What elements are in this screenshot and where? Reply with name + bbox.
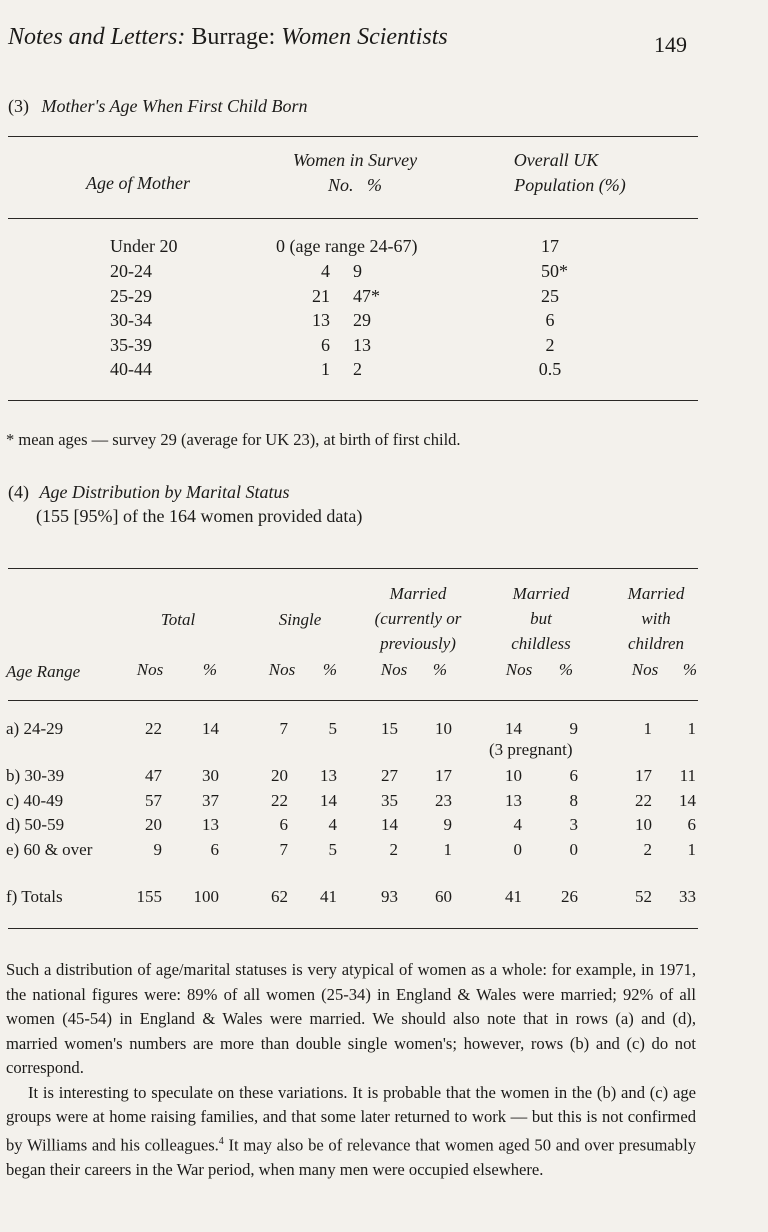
table4-cell: 14	[381, 815, 398, 834]
table4-head-children-2: with	[641, 609, 671, 628]
table4-cell: 100	[193, 887, 219, 906]
table3-pct-cell: 29	[353, 310, 371, 330]
table4-head-childless-1: Married	[512, 584, 570, 603]
table3-uk-cell: 0.5	[538, 359, 562, 379]
table4-cell: 1	[443, 840, 452, 859]
table3-header-rule	[8, 218, 698, 219]
table4-cell: 13	[505, 791, 522, 810]
table4-cell: 52	[635, 887, 652, 906]
table4-cell: 17	[435, 766, 452, 785]
header-title-prefix: Notes and Letters:	[8, 24, 186, 50]
table4-cell: 14	[679, 791, 696, 810]
table3-col-uk-1: Overall UK	[513, 150, 599, 170]
table4-subhead-nos: Nos	[136, 660, 164, 679]
table4-bottom-rule	[8, 928, 698, 929]
page-number: 149	[654, 32, 687, 57]
table4-cell: 6	[279, 815, 288, 834]
table4-cell: 7	[279, 719, 288, 738]
table3-age-cell: 30-34	[110, 310, 152, 330]
table3-age-cell: 20-24	[110, 261, 152, 281]
table3-uk-cell: 2	[545, 335, 555, 355]
table3-no-cell: 0 (age range 24-67)	[276, 236, 418, 256]
table4-row-label: e) 60 & over	[6, 840, 93, 859]
table4-row-a-note: (3 pregnant)	[489, 740, 573, 759]
table4-cell: 11	[679, 766, 696, 785]
table3-number: (3)	[8, 96, 29, 116]
table3-uk-cell: 25	[541, 286, 559, 306]
table4-cell: 10	[505, 766, 522, 785]
table4-head-single: Single	[278, 610, 322, 629]
table3-col-age: Age of Mother	[86, 173, 190, 193]
table4-cell: 14	[202, 719, 219, 738]
table3-pct-cell: 13	[353, 335, 371, 355]
table4-subhead-pct: %	[322, 660, 338, 679]
table4-cell: 33	[679, 887, 696, 906]
table3-col-survey-1: Women in Survey	[292, 150, 418, 170]
table4-cell: 20	[271, 766, 288, 785]
table4-cell: 1	[687, 840, 696, 859]
paragraph-2-a: It is interesting to speculate on these variations. It is probable that the women in the (b) and (c) age groups were at home raising families, and that some later returned to work — but this is not confirmed by Williams and his colleagues.	[6, 1082, 696, 1155]
table4-subhead-pct: %	[558, 660, 574, 679]
table4-head-children-1: Married	[627, 584, 685, 603]
table4-cell: 7	[279, 840, 288, 859]
table4-cell: 4	[513, 815, 522, 834]
table4-head-married-1: Married	[389, 584, 447, 603]
table3-no-cell: 13	[312, 310, 330, 330]
table4-cell: 23	[435, 791, 452, 810]
table4-header-rule	[8, 700, 698, 701]
table3-bottom-rule	[8, 400, 698, 401]
table4-cell: 13	[202, 815, 219, 834]
table3-pct-cell: 2	[353, 359, 362, 379]
table4-cell: 93	[381, 887, 398, 906]
table4-cell: 10	[435, 719, 452, 738]
table4-subhead-nos: Nos	[505, 660, 533, 679]
table4-cell: 8	[569, 791, 578, 810]
table4-heading	[8, 482, 290, 503]
table4-cell: 0	[513, 840, 522, 859]
table4-cell: 60	[435, 887, 452, 906]
table4-head-married-2: (currently or	[374, 609, 462, 628]
table4-cell: 37	[202, 791, 219, 810]
table3-age-cell: Under 20	[110, 236, 178, 256]
table3-age-cell: 25-29	[110, 286, 152, 306]
running-header	[8, 24, 448, 51]
table3-no-cell: 6	[321, 335, 330, 355]
table4-cell: 22	[145, 719, 162, 738]
table4-cell: 3	[569, 815, 578, 834]
table3-pct-cell: 9	[353, 261, 362, 281]
table4-row-label: d) 50-59	[6, 815, 65, 834]
table3-uk-cell: 50*	[541, 261, 568, 281]
table4-row-label: c) 40-49	[6, 791, 64, 810]
table3-pct-cell: 47*	[353, 286, 380, 306]
table4-cell: 5	[328, 719, 337, 738]
table4-cell: 155	[136, 887, 162, 906]
table4-cell: 2	[389, 840, 398, 859]
table4-subhead-pct: %	[682, 660, 698, 679]
table4-cell: 14	[320, 791, 337, 810]
table3-age-cell: 35-39	[110, 335, 152, 355]
table4-row-label: b) 30-39	[6, 766, 65, 785]
body-text	[6, 958, 696, 1182]
paragraph-2	[6, 1081, 696, 1183]
table4-head-married-3: previously)	[380, 634, 456, 653]
table3-no-cell: 1	[321, 359, 330, 379]
table3-no-cell: 4	[321, 261, 330, 281]
table4-cell: 41	[320, 887, 337, 906]
table4-cell: 6	[210, 840, 219, 859]
table4-cell: 14	[505, 719, 522, 738]
table4-cell: 6	[569, 766, 578, 785]
table4-head-children-3: children	[627, 634, 685, 653]
table4-cell: 13	[320, 766, 337, 785]
table4-cell: 9	[443, 815, 452, 834]
table4-cell: 30	[202, 766, 219, 785]
table4-subhead-nos: Nos	[268, 660, 296, 679]
table4-cell: 27	[381, 766, 398, 785]
table4-title: Age Distribution by Marital Status	[39, 482, 290, 502]
table3-no-cell: 21	[312, 286, 330, 306]
table4-subhead-pct: %	[202, 660, 218, 679]
table4-cell: 9	[569, 719, 578, 738]
table4-subtitle: (155 [95%] of the 164 women provided data)	[36, 506, 363, 526]
table4-cell: 26	[561, 887, 578, 906]
table4-cell: 0	[569, 840, 578, 859]
table4-cell: 4	[328, 815, 337, 834]
paragraph-1: Such a distribution of age/marital statuses is very atypical of women as a whole: for example, in 1971, the national figures were: 89% of all women (25-34) in England & Wales were married; 92% of all women (45-54) in England & Wales were married. We should also note that in rows (a) and (d), married women's numbers are more than double single women's; however, rows (b) and (c) do not correspond.	[6, 960, 696, 1077]
paragraph-2-b: It may also be of relevance that women aged 50 and over presumably began their careers in the War period, when many men were occupied elsewhere.	[6, 1135, 696, 1179]
table4-cell: 5	[328, 840, 337, 859]
header-author: Burrage:	[185, 24, 282, 50]
header-subject: Women Scientists	[281, 24, 448, 50]
table4-cell: 20	[145, 815, 162, 834]
table4-cell: 35	[381, 791, 398, 810]
table4-top-rule	[8, 568, 698, 569]
table3-col-uk-2: Population (%)	[514, 175, 626, 195]
table4-head-childless-3: childless	[511, 634, 571, 653]
table4-cell: 62	[271, 887, 288, 906]
table4-row-label: f) Totals	[6, 887, 63, 906]
table4-cell: 57	[145, 791, 162, 810]
table4-cell: 1	[687, 719, 696, 738]
table4-cell: 9	[153, 840, 162, 859]
table3-uk-cell: 17	[541, 236, 559, 256]
footnote-ref-4: 4	[218, 1135, 224, 1147]
table4-subhead-pct: %	[432, 660, 448, 679]
table4-cell: 41	[505, 887, 522, 906]
table4-row-label: a) 24-29	[6, 719, 64, 738]
table4-head-age-range: Age Range	[6, 662, 81, 681]
table3-heading	[8, 96, 308, 117]
table4-cell: 47	[145, 766, 162, 785]
table3-uk-cell: 6	[545, 310, 555, 330]
table4-subhead-nos: Nos	[631, 660, 659, 679]
table4-cell: 10	[635, 815, 652, 834]
table4-cell: 15	[381, 719, 398, 738]
table3-col-survey-2: No. %	[328, 175, 382, 195]
table3-footnote: * mean ages — survey 29 (average for UK 23), at birth of first child.	[6, 430, 461, 449]
table4-cell: 22	[635, 791, 652, 810]
table3-age-cell: 40-44	[110, 359, 152, 379]
table4-cell: 1	[643, 719, 652, 738]
table4-cell: 17	[635, 766, 652, 785]
table4-number: (4)	[8, 482, 29, 502]
table4-subhead-nos: Nos	[380, 660, 408, 679]
table4-head-childless-2: but	[530, 609, 552, 628]
table3-title: Mother's Age When First Child Born	[41, 96, 308, 116]
table4-cell: 22	[271, 791, 288, 810]
table4-cell: 2	[643, 840, 652, 859]
table4-head-total: Total	[160, 610, 196, 629]
table3-top-rule	[8, 136, 698, 137]
table4-cell: 6	[687, 815, 696, 834]
